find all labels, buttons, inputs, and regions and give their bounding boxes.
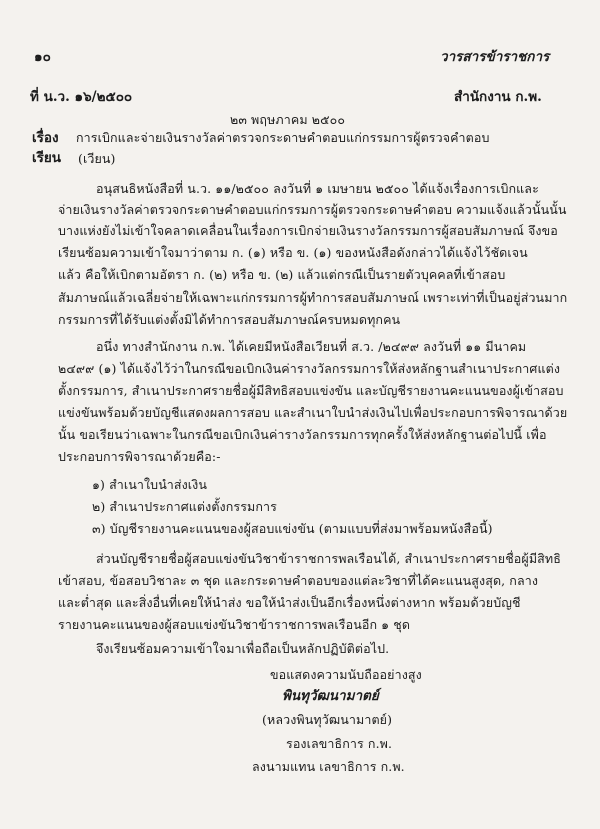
- paragraph-line: นั้น ขอเรียนว่าเฉพาะในกรณีขอเบิกเงินค่ารางวัลกรรมการทุกครั้งให้ส่งหลักฐานต่อไปนี้ เพื่อ: [58, 427, 547, 442]
- addressee-label: เรียน: [32, 150, 62, 166]
- paragraph-line: ตั้งกรรมการ, สำเนาประกาศรายชื่อผู้มีสิทธิสอบแข่งขัน และบัญชีรายงานคะแนนของผู้เข้าสอบ: [58, 383, 564, 398]
- journal-title: วารสารข้าราชการ: [440, 49, 550, 65]
- paragraph-line: แข่งขันพร้อมด้วยบัญชีแสดงผลการสอบ และสำเนาใบนำส่งเงินไปเพื่อประกอบการพิจารณาด้วย: [58, 405, 568, 420]
- page-number: ๑๐: [34, 49, 51, 65]
- paragraph-line: บางแห่งยังไม่เข้าใจคลาดเคลื่อนในเรื่องการเบิกจ่ายเงินรางวัลกรรมการผู้สอบสัมภาษณ์ จึงขอ: [58, 223, 558, 238]
- paragraph-line: แล้ว คือให้เบิกตามอัตรา ก. (๒) หรือ ข. (๒) แล้วแต่กรณีเป็นรายตัวบุคคลที่เข้าสอบ: [58, 267, 506, 282]
- signature-handwritten: พินทุวัฒนามาตย์: [282, 688, 379, 704]
- list-item: ๑) สำเนาใบนำส่งเงิน: [92, 477, 208, 492]
- paragraph-line: กรรมการที่ได้รับแต่งตั้งมิได้ทำการสอบสัมภาษณ์ครบหมดทุกคน: [58, 312, 401, 327]
- subject-label: เรื่อง: [32, 130, 59, 146]
- paragraph-line: ๒๔๙๙ (๑) ได้แจ้งไว้ว่าในกรณีขอเบิกเงินค่ารางวัลกรรมการให้ส่งหลักฐานสำเนาประกาศแต่ง: [58, 361, 561, 376]
- paragraph-line: รายงานคะแนนของผู้สอบแข่งขันวิชาข้าราชการพลเรือนอีก ๑ ชุด: [58, 617, 411, 632]
- paragraph-line: และต่ำสุด และสิ่งอื่นที่เคยให้นำส่ง ขอให้นำส่งเป็นอีกเรื่องหนึ่งต่างหาก พร้อมด้วยบัญชี: [58, 595, 521, 610]
- list-item: ๓) บัญชีรายงานคะแนนของผู้สอบแข่งขัน (ตามแบบที่ส่งมาพร้อมหนังสือนี้): [92, 521, 493, 536]
- document-number: ที่ น.ว. ๑๖/๒๕๐๐: [30, 89, 133, 105]
- signatory-title: รองเลขาธิการ ก.พ.: [286, 736, 393, 751]
- paragraph-line: อนึ่ง ทางสำนักงาน ก.พ. ได้เคยมีหนังสือเวียนที่ ส.ว. /๒๔๙๙ ลงวันที่ ๑๑ มีนาคม: [96, 339, 527, 354]
- paragraph-line: เรียนซ้อมความเข้าใจมาว่าตาม ก. (๑) หรือ ข. (๑) ของหนังสือดังกล่าวได้แจ้งไว้ชัดเจน: [58, 245, 528, 260]
- paragraph-line: ส่วนบัญชีรายชื่อผู้สอบแข่งขันวิชาข้าราชการพลเรือนได้, สำเนาประกาศรายชื่อผู้มีสิทธิ: [96, 551, 561, 566]
- signatory-name: (หลวงพินทุวัฒนามาตย์): [262, 712, 393, 727]
- paragraph-line: สัมภาษณ์แล้วเฉลี่ยจ่ายให้เฉพาะแก่กรรมการผู้ทำการสอบสัมภาษณ์ เพราะเท่าที่เป็นอยู่ส่วนมาก: [58, 290, 568, 305]
- paragraph-line: เข้าสอบ, ข้อสอบวิชาละ ๓ ชุด และกระดาษคำตอบของแต่ละวิชาที่ได้คะแนนสูงสุด, กลาง: [58, 573, 539, 588]
- paragraph-line: จึงเรียนซ้อมความเข้าใจมาเพื่อถือเป็นหลักปฏิบัติต่อไป.: [96, 641, 390, 656]
- paragraph-line: ประกอบการพิจารณาด้วยคือ:-: [58, 449, 221, 464]
- paragraph-line: อนุสนธิหนังสือที่ น.ว. ๑๑/๒๕๐๐ ลงวันที่ ๑ เมษายน ๒๕๐๐ ได้แจ้งเรื่องการเบิกและ: [96, 181, 539, 196]
- issuing-office: สำนักงาน ก.พ.: [454, 89, 542, 105]
- letter-date: ๒๓ พฤษภาคม ๒๕๐๐: [230, 112, 346, 127]
- subject-text: การเบิกและจ่ายเงินรางวัลค่าตรวจกระดาษคำตอบแก่กรรมการผู้ตรวจคำตอบ: [76, 130, 490, 145]
- list-item: ๒) สำเนาประกาศแต่งตั้งกรรมการ: [92, 499, 277, 514]
- signatory-acting-for: ลงนามแทน เลขาธิการ ก.พ.: [252, 759, 405, 774]
- addressee-text: (เวียน): [78, 151, 116, 166]
- closing-salutation: ขอแสดงความนับถืออย่างสูง: [270, 667, 422, 682]
- paragraph-line: จ่ายเงินรางวัลค่าตรวจกระดาษคำตอบแก่กรรมการผู้ตรวจกระดาษคำตอบ ความแจ้งแล้วนั้นนั้น: [58, 202, 567, 217]
